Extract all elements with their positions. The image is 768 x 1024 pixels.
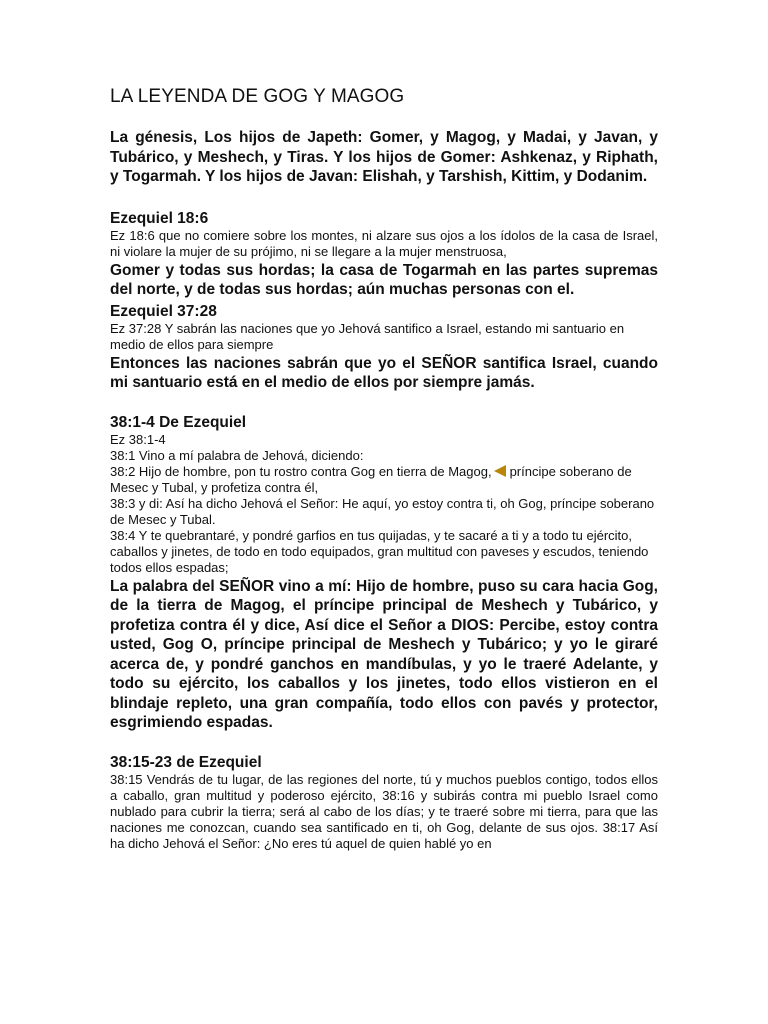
verse-text: Ez 37:28 Y sabrán las naciones que yo Jehová santifico a Israel, estando mi santuario en medio de ellos para siempre: [110, 320, 625, 352]
document-title: LA LEYENDA DE GOG Y MAGOG: [110, 86, 405, 107]
speaker-arrow-icon[interactable]: [494, 465, 506, 477]
verse-text: 38:4 Y te quebrantaré, y pondré garfios en tus quijadas, y te sacaré a ti y a todo tu ejército, caballos y jinetes, de todo en todo equipados, gran multitud con paveses y escudos, teniendo todos ellos espadas;: [110, 527, 649, 575]
intro-paragraph: La génesis, Los hijos de Japeth: Gomer, y Magog, y Madai, y Javan, y Tubárico, y Meshech, y Tiras. Y los hijos de Gomer: Ashkenaz, y Riphath, y Togarmah. Y los hijos de Javan: Elishah, y Tarshish, Kittim, y Dodanim.: [110, 129, 658, 185]
verse-text: 38:1 Vino a mí palabra de Jehová, diciendo:: [110, 447, 364, 463]
section-heading: 38:15-23 de Ezequiel: [110, 753, 262, 771]
section-heading: Ezequiel 18:6: [110, 209, 209, 227]
verse-text: [110, 464, 658, 496]
translation-text: Entonces las naciones sabrán que yo el SEÑOR santifica Israel, cuando mi santuario está en el medio de ellos por siempre jamás.: [110, 354, 658, 391]
document-page: [110, 86, 658, 852]
verse-text: 38:15 Vendrás de tu lugar, de las regiones del norte, tú y muchos pueblos contigo, todos ellos a caballo, gran multitud y poderoso ejército, 38:16 y subirás contra mi pueblo Israel como nublado para cubrir la tierra; será al cabo de los días; y te traeré sobre mi tierra, para que las naciones me conozcan, cuando sea santificado en ti, oh Gog, delante de sus ojos. 38:17 Así ha dicho Jehová el Señor: ¿No eres tú aquel de quien hablé yo en: [110, 771, 658, 851]
verse-text-end: príncipe soberano de Mesec y Tubal, y profetiza contra él,: [110, 463, 632, 495]
translation-text: Gomer y todas sus hordas; la casa de Togarmah en las partes supremas del norte, y de todas sus hordas; aún muchas personas con el.: [110, 261, 658, 298]
section-heading: 38:1-4 De Ezequiel: [110, 413, 247, 431]
verse-text: 38:3 y di: Así ha dicho Jehová el Señor: He aquí, yo estoy contra ti, oh Gog, príncipe soberano de Mesec y Tubal.: [110, 495, 655, 527]
verse-text-start: 38:2 Hijo de hombre, pon tu rostro contra Gog en tierra de Magog,: [110, 463, 492, 479]
verse-reference: Ez 38:1-4: [110, 431, 166, 447]
verse-text: Ez 18:6 que no comiere sobre los montes, ni alzare sus ojos a los ídolos de la casa de Israel, ni violare la mujer de su prójimo, ni se llegare a la mujer menstruosa,: [110, 227, 658, 259]
section-heading: Ezequiel 37:28: [110, 302, 217, 320]
translation-text: La palabra del SEÑOR vino a mí: Hijo de hombre, puso su cara hacia Gog, de la tierra de Magog, el príncipe principal de Meshech y Tubárico, y profetiza contra él y dice, Así dice el Señor a DIOS: Percibe, estoy contra usted, Gog O, príncipe principal de Meshech y Tubárico; y yo le giraré acerca de, y pondré ganchos en mandíbulas, y yo le traeré Adelante, y todo su ejército, los caballos y los jinetes, todo ellos vistieron en el blindaje repleto, una gran compañía, todo ellos con pavés y protector, esgrimiendo espadas.: [110, 577, 658, 731]
verse-block: [110, 432, 658, 576]
